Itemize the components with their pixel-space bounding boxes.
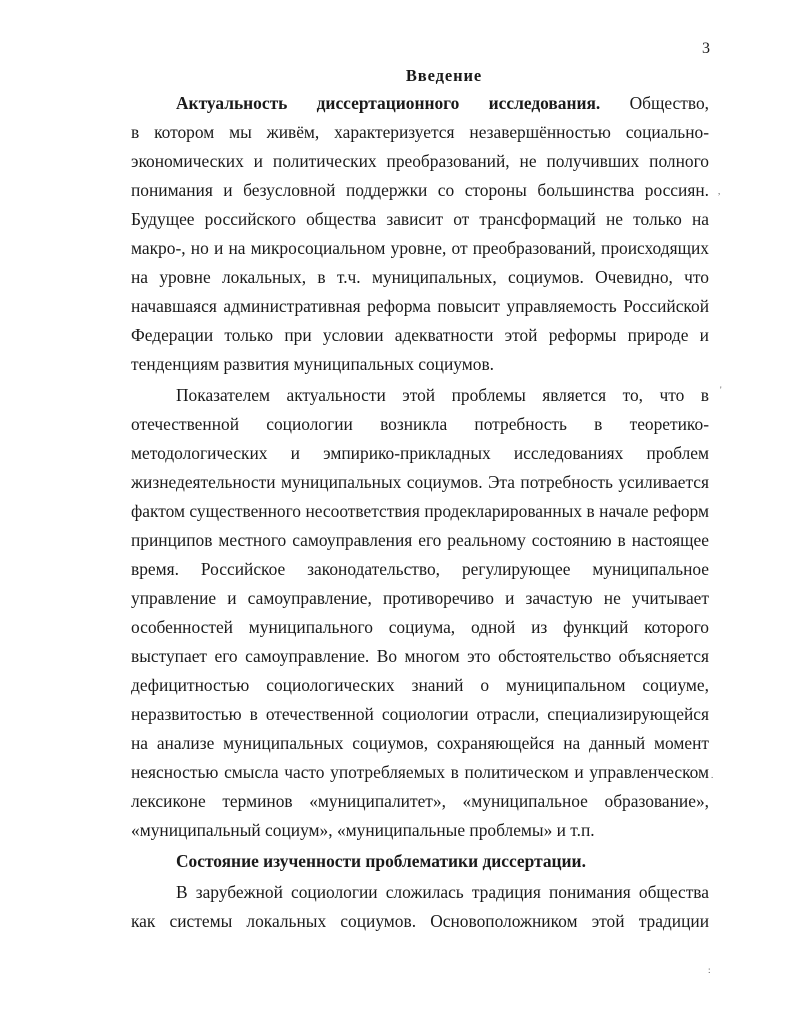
text-line: отечественной социологии возникла потребность в теоретико-: [131, 414, 709, 434]
text-line: управление и самоуправление, противоречиво и зачастую не учитывает: [131, 588, 709, 608]
text-line: Показателем актуальности этой проблемы является то, что в: [176, 385, 709, 405]
text-line: особенностей муниципального социума, одной из функций которого: [131, 617, 709, 637]
text-line: понимания и безусловной поддержки со стороны большинства россиян.: [131, 180, 709, 200]
text-line: лексиконе терминов «муниципалитет», «муниципальное образование»,: [131, 791, 709, 811]
paragraph-lead: Актуальность диссертационного исследования.: [176, 93, 601, 113]
text-line: выступает его самоуправление. Во многом это обстоятельство объясняется: [131, 646, 709, 666]
text-line: Федерации только при условии адекватности этой реформы природе и: [131, 325, 709, 345]
scan-speck-mark: ,: [718, 186, 721, 196]
text-line: жизнедеятельности муниципальных социумов. Эта потребность усиливается: [131, 472, 709, 492]
scan-speck-mark: :: [708, 965, 711, 975]
text-line: начавшаяся административная реформа повысит управляемость Российской: [131, 296, 709, 316]
text-line: [176, 92, 709, 114]
text-fragment: Общество,: [600, 93, 709, 113]
text-line: неясностью смысла часто употребляемых в политическом и управленческом: [131, 762, 709, 782]
text-line: время. Российское законодательство, регулирующее муниципальное: [131, 559, 709, 579]
text-line: принципов местного самоуправления его реальному состоянию в настоящее: [131, 530, 709, 550]
text-line: как системы локальных социумов. Основоположником этой традиции: [131, 911, 709, 931]
text-line: Будущее российского общества зависит от трансформаций не только на: [131, 209, 709, 229]
text-line: тенденциям развития муниципальных социумов.: [131, 354, 495, 374]
page-number: 3: [702, 40, 710, 57]
text-line: методологических и эмпирико-прикладных исследованиях проблем: [131, 443, 709, 463]
text-line: в котором мы живём, характеризуется незавершённостью социально-: [131, 122, 709, 142]
section-heading: Состояние изученности проблематики диссертации.: [176, 851, 586, 871]
text-line: экономических и политических преобразований, не получивших полного: [131, 151, 709, 171]
text-line: «муниципальный социум», «муниципальные проблемы» и т.п.: [131, 820, 595, 840]
scan-speck-mark: .: [711, 770, 714, 780]
text-line: фактом существенного несоответствия продекларированных в начале реформ: [131, 501, 709, 521]
text-line: на уровне локальных, в т.ч. муниципальных, социумов. Очевидно, что: [131, 267, 709, 287]
scan-speck-mark: ': [720, 385, 722, 395]
text-line: В зарубежной социологии сложилась традиция понимания общества: [176, 882, 709, 902]
page-title: Введение: [405, 66, 483, 85]
text-line: дефицитностью социологических знаний о муниципальном социуме,: [131, 675, 709, 695]
text-line: макро-, но и на микросоциальном уровне, от преобразований, происходящих: [131, 238, 709, 258]
text-line: неразвитостью в отечественной социологии отрасли, специализирующейся: [131, 704, 709, 724]
text-line: на анализе муниципальных социумов, сохраняющейся на данный момент: [131, 733, 709, 753]
